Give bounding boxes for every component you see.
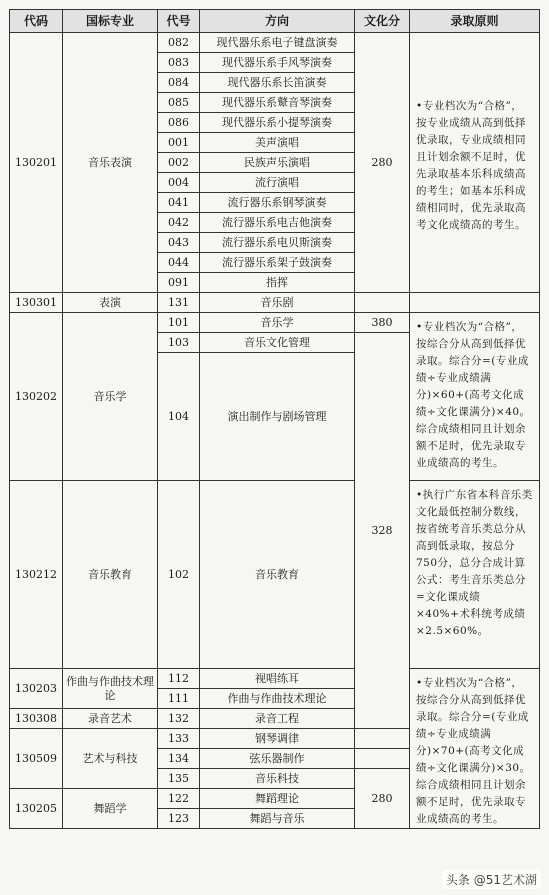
- direction-name: 音乐文化管理: [200, 333, 355, 353]
- culture-score: 280: [355, 769, 410, 829]
- direction-name: 现代器乐系长笛演奏: [200, 73, 355, 93]
- direction-num: 086: [158, 113, 200, 133]
- group-major: 录音艺术: [63, 709, 158, 729]
- direction-num: 044: [158, 253, 200, 273]
- direction-num: 122: [158, 789, 200, 809]
- direction-name: 现代器乐系电子键盘演奏: [200, 33, 355, 53]
- direction-num: 132: [158, 709, 200, 729]
- culture-score: 280: [355, 33, 410, 293]
- admission-rule-empty: [410, 293, 540, 313]
- group-code: 130509: [10, 729, 63, 789]
- direction-name: 指挥: [200, 273, 355, 293]
- direction-name: 录音工程: [200, 709, 355, 729]
- group-code: 130301: [10, 293, 63, 313]
- direction-num: 084: [158, 73, 200, 93]
- direction-num: 041: [158, 193, 200, 213]
- header-major: 国标专业: [63, 10, 158, 33]
- direction-name: 钢琴调律: [200, 729, 355, 749]
- direction-name: 流行器乐系电贝斯演奏: [200, 233, 355, 253]
- group-major: 音乐学: [63, 313, 158, 481]
- direction-num: 042: [158, 213, 200, 233]
- direction-name: 流行器乐系电吉他演奏: [200, 213, 355, 233]
- direction-num: 103: [158, 333, 200, 353]
- admission-rule: •执行广东省本科音乐类文化最低控制分数线，按省统考音乐类总分从高到低录取，按总分750分，总分合成计算公式：考生音乐类总分=文化课成绩×40%+术科统考成绩×2.5×60%。: [410, 481, 540, 669]
- direction-name: 作曲与作曲技术理论: [200, 689, 355, 709]
- direction-num: 101: [158, 313, 200, 333]
- group-code: 130212: [10, 481, 63, 669]
- direction-name: 弦乐器制作: [200, 749, 355, 769]
- watermark: 头条 @51艺术湖: [442, 870, 541, 889]
- direction-num: 133: [158, 729, 200, 749]
- direction-num: 004: [158, 173, 200, 193]
- direction-name: 流行演唱: [200, 173, 355, 193]
- direction-name: 现代器乐系小提琴演奏: [200, 113, 355, 133]
- group-major: 舞蹈学: [63, 789, 158, 829]
- direction-num: 083: [158, 53, 200, 73]
- culture-score-empty: [355, 729, 410, 749]
- admission-rule: •专业档次为“合格”，按综合分从高到低择优录取。综合分=(专业成绩÷专业成绩满分)×70+(高考文化成绩÷文化课满分)×30。综合成绩相同且计划余额不足时，优先录取专业成绩高的考生。: [410, 669, 540, 829]
- direction-name: 流行器乐系钢琴演奏: [200, 193, 355, 213]
- direction-num: 104: [158, 353, 200, 481]
- header-num: 代号: [158, 10, 200, 33]
- group-major: 音乐表演: [63, 33, 158, 293]
- group-major: 艺术与科技: [63, 729, 158, 789]
- direction-num: 112: [158, 669, 200, 689]
- direction-name: 视唱练耳: [200, 669, 355, 689]
- direction-num: 001: [158, 133, 200, 153]
- direction-name: 美声演唱: [200, 133, 355, 153]
- admission-table: [9, 9, 540, 829]
- direction-name: 音乐科技: [200, 769, 355, 789]
- direction-name: 民族声乐演唱: [200, 153, 355, 173]
- direction-num: 102: [158, 481, 200, 669]
- culture-score-empty: [355, 293, 410, 313]
- direction-num: 131: [158, 293, 200, 313]
- direction-num: 043: [158, 233, 200, 253]
- admission-rule: •专业档次为“合格”，按专业成绩从高到低择优录取，专业成绩相同且计划余额不足时，优先录取基本乐科成绩高的考生；如基本乐科成绩相同时，优先录取高考文化成绩高的考生。: [410, 33, 540, 293]
- group-code: 130201: [10, 33, 63, 293]
- group-major: 表演: [63, 293, 158, 313]
- direction-num: 111: [158, 689, 200, 709]
- table-row: [10, 481, 540, 669]
- direction-name: 音乐剧: [200, 293, 355, 313]
- culture-score-empty: [355, 749, 410, 769]
- direction-num: 123: [158, 809, 200, 829]
- direction-num: 085: [158, 93, 200, 113]
- direction-name: 现代器乐系鼙音琴演奏: [200, 93, 355, 113]
- direction-num: 082: [158, 33, 200, 53]
- header-admission-rule: 录取原则: [410, 10, 540, 33]
- header-code: 代码: [10, 10, 63, 33]
- table-row: [10, 33, 540, 53]
- group-code: 130205: [10, 789, 63, 829]
- group-major: 作曲与作曲技术理论: [63, 669, 158, 709]
- header-culture-score: 文化分: [355, 10, 410, 33]
- direction-num: 091: [158, 273, 200, 293]
- table-row: [10, 313, 540, 333]
- header-row: [10, 10, 540, 33]
- admission-rule: •专业档次为“合格”，按综合分从高到低择优录取。综合分=(专业成绩÷专业成绩满分)×60+(高考文化成绩÷文化课满分)×40。综合成绩相同且计划余额不足时，优先录取专业成绩高的考生。: [410, 313, 540, 481]
- direction-name: 现代器乐系手风琴演奏: [200, 53, 355, 73]
- group-code: 130308: [10, 709, 63, 729]
- group-code: 130202: [10, 313, 63, 481]
- table-row: [10, 669, 540, 689]
- direction-name: 舞蹈与音乐: [200, 809, 355, 829]
- header-direction: 方向: [200, 10, 355, 33]
- culture-score: 380: [355, 313, 410, 333]
- group-code: 130203: [10, 669, 63, 709]
- group-major: 音乐教育: [63, 481, 158, 669]
- direction-num: 134: [158, 749, 200, 769]
- direction-name: 舞蹈理论: [200, 789, 355, 809]
- table-row: [10, 293, 540, 313]
- direction-name: 流行器乐系架子鼓演奏: [200, 253, 355, 273]
- culture-score: 328: [355, 333, 410, 729]
- direction-name: 音乐学: [200, 313, 355, 333]
- direction-name: 音乐教育: [200, 481, 355, 669]
- direction-name: 演出制作与剧场管理: [200, 353, 355, 481]
- direction-num: 135: [158, 769, 200, 789]
- direction-num: 002: [158, 153, 200, 173]
